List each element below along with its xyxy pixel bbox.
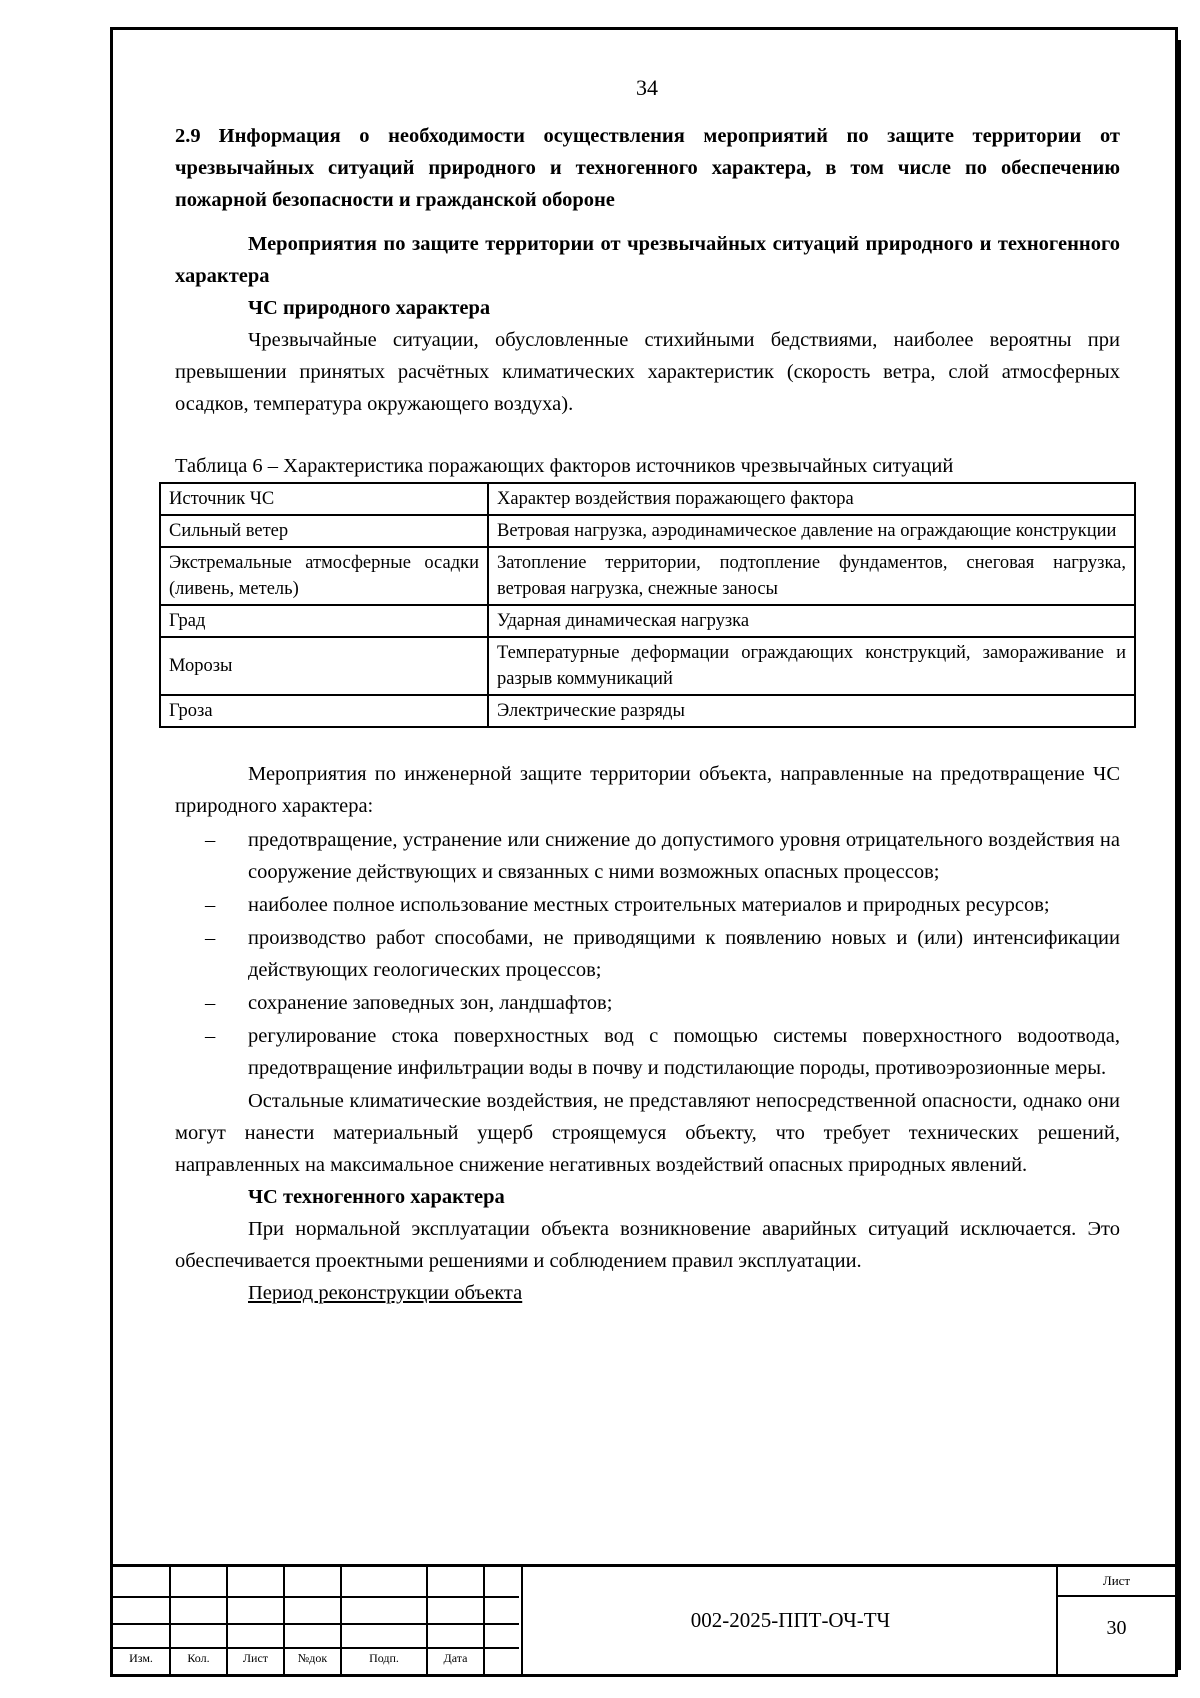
table-row [160,515,1135,547]
table-cell: Морозы [160,637,488,695]
engineering-intro: Мероприятия по инженерной защите территории объекта, направленные на предотвращение ЧС природного характера: [175,763,1120,817]
table-cell: Электрические разряды [488,695,1135,727]
table-cell: Температурные деформации ограждающих конструкций, замораживание и разрыв коммуникаций [488,637,1135,695]
climate-paragraph: Остальные климатические воздействия, не представляют непосредственной опасности, однако они могут нанести материальный ущерб строящемуся объекту, что требует технических решений, направленных на максимальное снижение негативных воздействий опасных природных явлений. [175,1090,1120,1176]
natural-intro: Чрезвычайные ситуации, обусловленные стихийными бедствиями, наиболее вероятны при превышении принятых расчётных климатических характеристик (скорость ветра, слой атмосферных осадков, температура окружающего воздуха). [175,329,1120,415]
column-label: Изм. [129,1651,153,1665]
list-item-text: наиболее полное использование местных строительных материалов и природных ресурсов; [248,894,1050,916]
dash-bullet: – [205,1025,216,1047]
table-row [160,547,1135,605]
column-label: Кол. [187,1651,210,1665]
sheet-box [1056,1567,1175,1674]
table-header-cell: Характер воздействия поражающего фактора [488,483,1135,515]
measures-list [175,824,1120,1084]
measures-heading: Мероприятия по защите территории от чрезвычайных ситуаций природного и техногенного характера [175,233,1120,287]
document-code: 002-2025-ППТ-ОЧ-ТЧ [521,1567,1058,1674]
table-cell: Экстремальные атмосферные осадки (ливень, метель) [160,547,488,605]
table-cell: Ветровая нагрузка, аэродинамическое давление на ограждающие конструкции [488,515,1135,547]
section-number: 2.9 [175,125,201,147]
list-item-text: регулирование стока поверхностных вод с помощью системы поверхностного водоотвода, предотвращение инфильтрации воды в почву и подстилающие породы, противоэрозионные меры. [248,1025,1120,1079]
dash-bullet: – [205,927,216,949]
page-frame [110,27,1178,1677]
list-item-text: сохранение заповедных зон, ландшафтов; [248,992,613,1014]
dash-bullet: – [205,992,216,1014]
list-item-text: предотвращение, устранение или снижение до допустимого уровня отрицательного воздействия на сооружение действующих и связанных с ними возможных опасных процессов; [248,829,1120,883]
list-item-text: производство работ способами, не приводящими к появлению новых и (или) интенсификации действующих геологических процессов; [248,927,1120,981]
list-item [175,987,1120,1019]
table-cell: Ударная динамическая нагрузка [488,605,1135,637]
section-heading [175,120,1120,216]
list-item [175,889,1120,921]
table-cell: Затопление территории, подтопление фундаментов, снеговая нагрузка, ветровая нагрузка, снежные заносы [488,547,1135,605]
section-title: Информация о необходимости осуществления мероприятий по защите территории от чрезвычайных ситуаций природного и техногенного характера, в том числе по обеспечению пожарной безопасности и гражданской обороне [175,125,1120,211]
column-label: Дата [443,1651,468,1665]
natural-heading: ЧС природного характера [248,297,491,319]
revision-grid [113,1567,519,1674]
table-row [160,695,1135,727]
table-caption: Таблица 6 – Характеристика поражающих факторов источников чрезвычайных ситуаций [175,455,954,477]
dash-bullet: – [205,894,216,916]
list-item [175,824,1120,888]
technogenic-paragraph: При нормальной эксплуатации объекта возникновение аварийных ситуаций исключается. Это обеспечивается проектными решениями и соблюдением правил эксплуатации. [175,1218,1120,1272]
table-cell: Сильный ветер [160,515,488,547]
table-row [160,605,1135,637]
document-body [169,120,1126,1309]
table-cell: Град [160,605,488,637]
dash-bullet: – [205,829,216,851]
sheet-label: Лист [1102,1573,1131,1588]
list-item [175,922,1120,986]
sheet-number: 30 [1106,1617,1127,1639]
table-header-cell: Источник ЧС [160,483,488,515]
technogenic-heading: ЧС техногенного характера [248,1186,505,1208]
title-block [113,1564,1175,1674]
list-item [175,1020,1120,1084]
page-number: 34 [636,75,658,100]
column-label: Лист [242,1651,269,1665]
table-cell: Гроза [160,695,488,727]
column-label: №док [297,1651,328,1665]
table-header-row [160,483,1135,515]
column-label: Подп. [369,1651,399,1665]
hazard-table [159,482,1136,728]
table-row [160,637,1135,695]
period-heading: Период реконструкции объекта [248,1282,523,1304]
